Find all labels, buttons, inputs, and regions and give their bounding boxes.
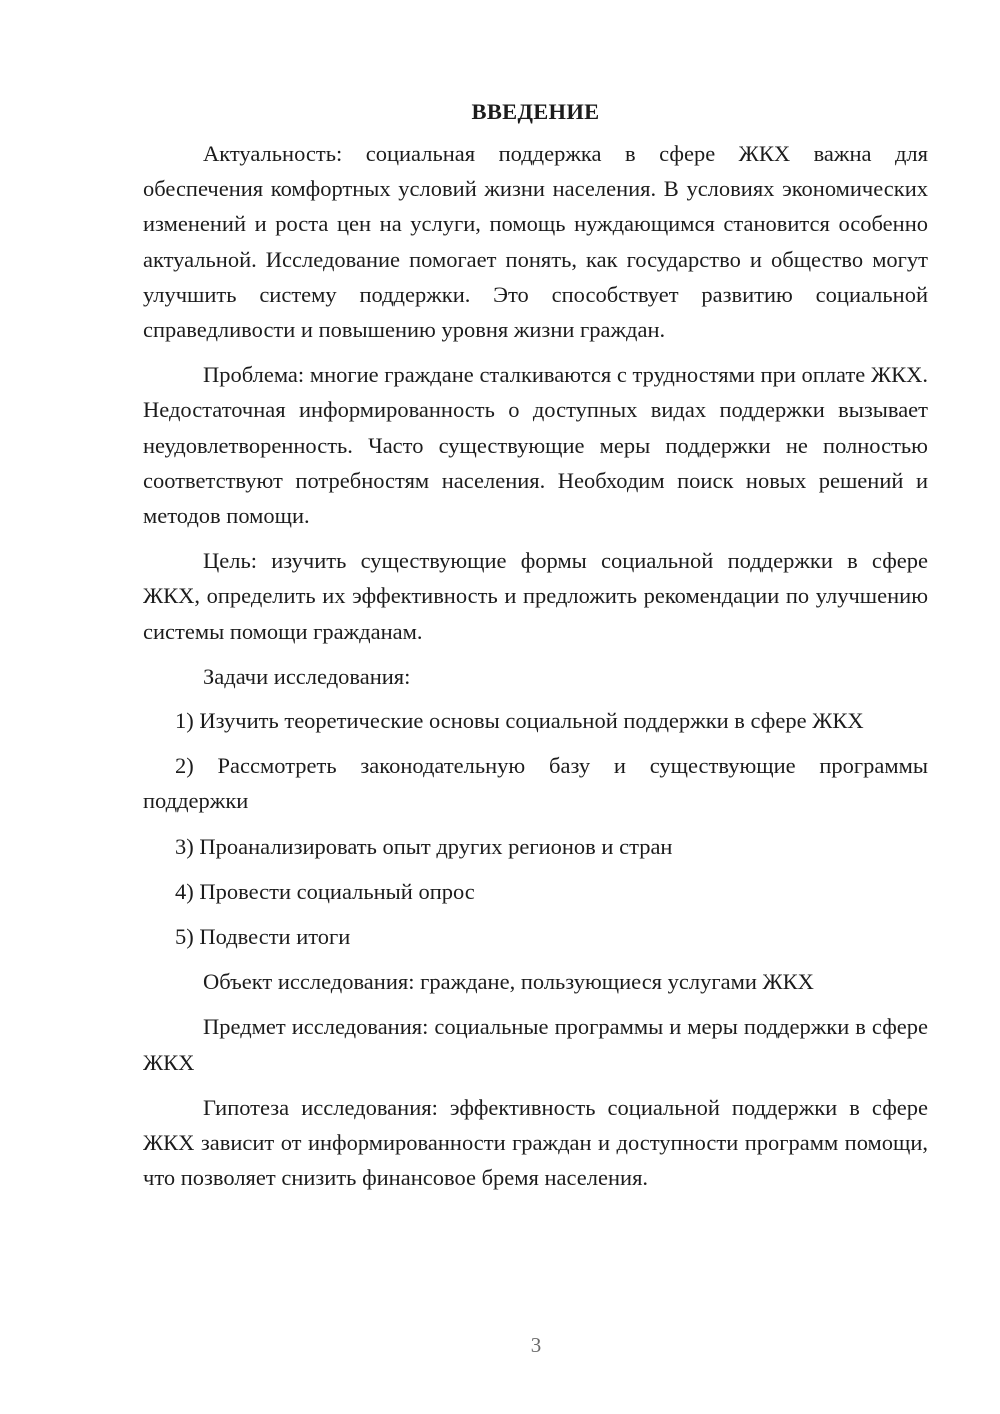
list-item: 2) Рассмотреть законодательную базу и существующие программы поддержки bbox=[143, 753, 928, 814]
page-number: 3 bbox=[530, 1333, 542, 1357]
document-body bbox=[143, 94, 928, 1205]
list-item: 3) Проанализировать опыт других регионов и стран bbox=[175, 833, 673, 859]
paragraph-subject: Предмет исследования: социальные программы и меры поддержки в сфере ЖКХ bbox=[143, 1014, 928, 1075]
paragraph-goal: Цель: изучить существующие формы социальной поддержки в сфере ЖКХ, определить их эффективность и предложить рекомендации по улучшению системы помощи гражданам. bbox=[143, 548, 928, 644]
page-title: ВВЕДЕНИЕ bbox=[471, 99, 600, 124]
paragraph-hypothesis: Гипотеза исследования: эффективность социальной поддержки в сфере ЖКХ зависит от информированности граждан и доступности программ помощи, что позволяет снизить финансовое бремя населения. bbox=[143, 1094, 928, 1191]
paragraph-problem: Проблема: многие граждане сталкиваются с трудностями при оплате ЖКХ. Недостаточная информированность о доступных видах поддержки вызывает неудовлетворенность. Часто существующие меры поддержки не полностью соответствуют потребностям населения. Необходим поиск новых решений и методов помощи. bbox=[143, 362, 928, 529]
task-list bbox=[143, 703, 928, 954]
paragraph-relevance: Актуальность: социальная поддержка в сфере ЖКХ важна для обеспечения комфортных условий жизни населения. В условиях экономических изменений и роста цен на услуги, помощь нуждающимся становится особенно актуальной. Исследование помогает понять, как государство и общество могут улучшить систему поддержки. Это способствует развитию социальной справедливости и повышению уровня жизни граждан. bbox=[143, 141, 928, 343]
list-item: 1) Изучить теоретические основы социальной поддержки в сфере ЖКХ bbox=[175, 708, 864, 734]
paragraph-object: Объект исследования: граждане, пользующиеся услугами ЖКХ bbox=[203, 969, 814, 995]
list-item: 4) Провести социальный опрос bbox=[175, 878, 475, 904]
tasks-heading: Задачи исследования: bbox=[203, 663, 411, 689]
list-item: 5) Подвести итоги bbox=[175, 924, 351, 950]
